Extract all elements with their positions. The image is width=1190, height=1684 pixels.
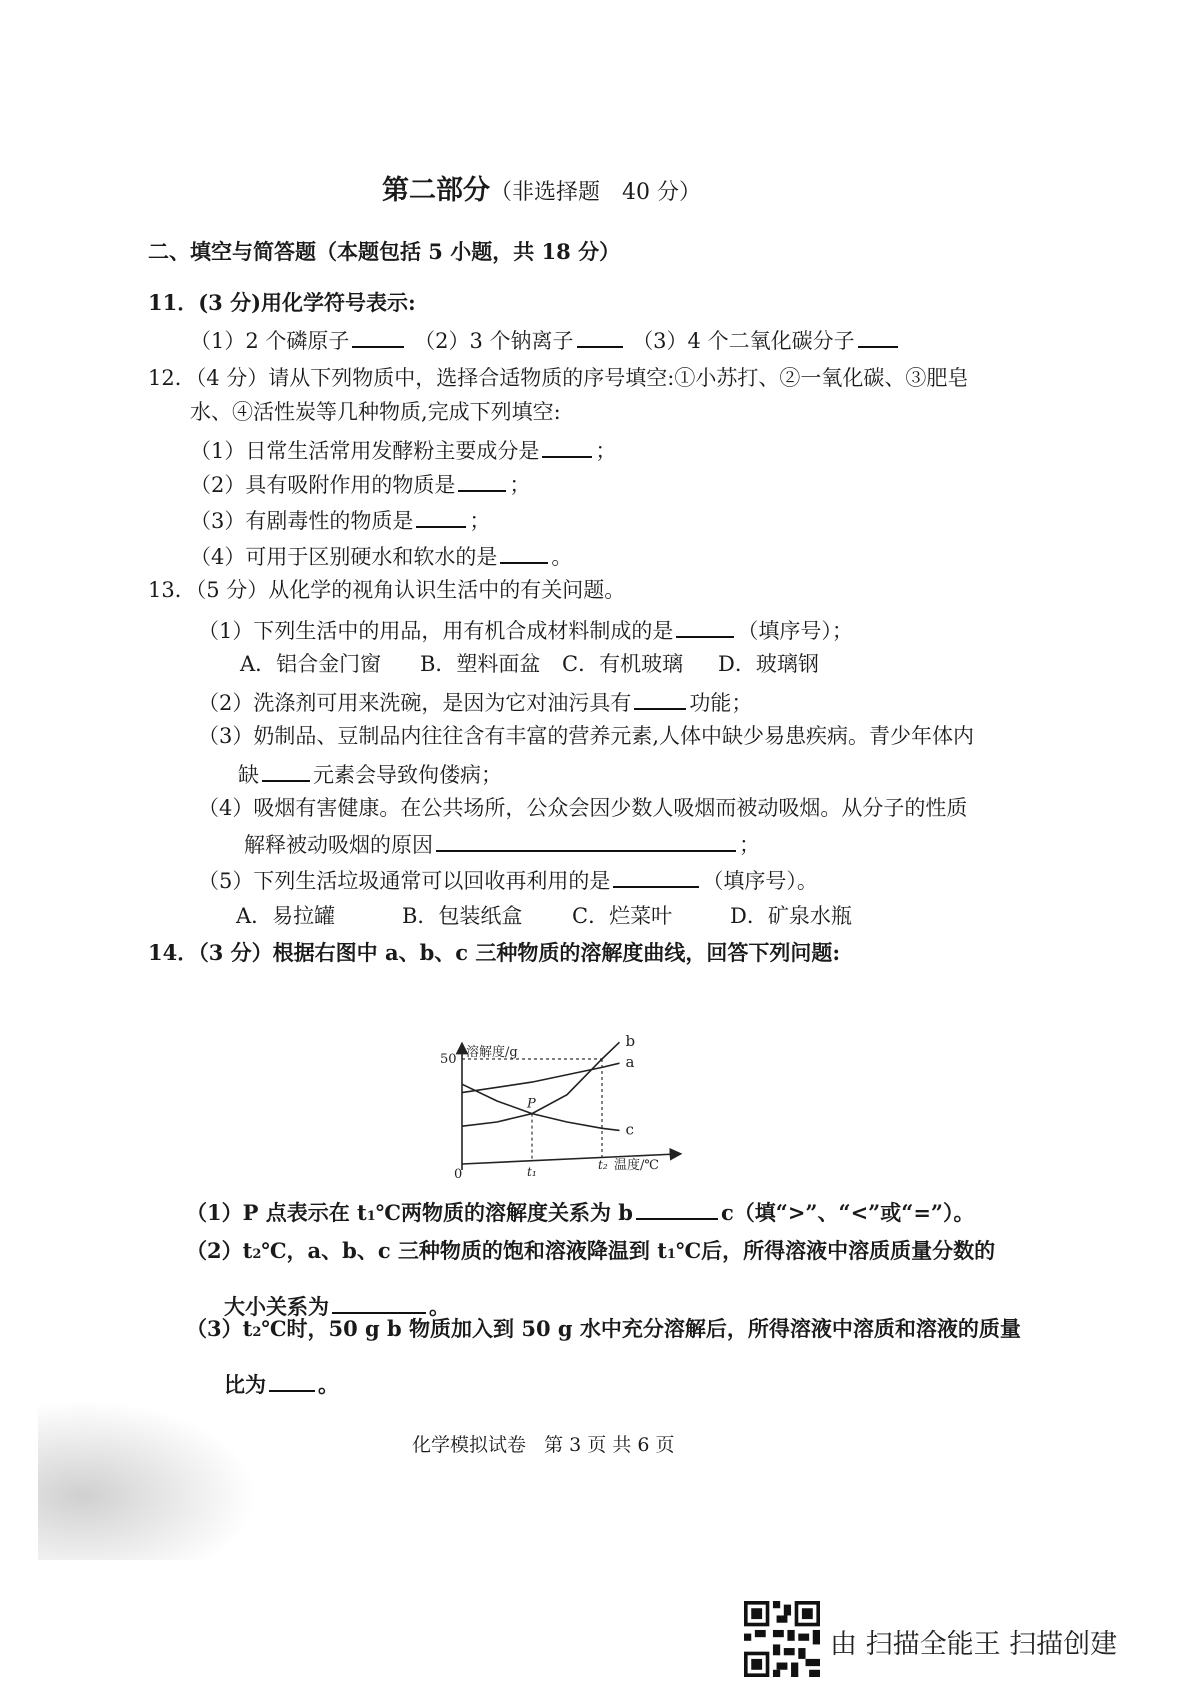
q12-part4	[190, 544, 572, 568]
chart-axes	[462, 1048, 676, 1170]
q14-part2-sub: 2	[252, 1247, 262, 1262]
q13-opt5-b: B．包装纸盒	[402, 904, 523, 928]
series-b-label: b	[625, 1032, 636, 1051]
q14-part1-a: （1）P 点表示在 t	[186, 1200, 367, 1225]
q14-part3c-end: 。	[318, 1372, 339, 1397]
q13-part1	[198, 618, 853, 642]
section-heading: 二、填空与简答题（本题包括 5 小题，共 18 分）	[148, 239, 621, 264]
q11-parts	[190, 328, 901, 352]
q14-part1-b: ℃两物质的溶解度关系为 b	[375, 1200, 633, 1225]
series-c-label: c	[625, 1120, 634, 1139]
scanner-watermark: 由 扫描全能王 扫描创建	[830, 1629, 1118, 1660]
q14-stem: 14．（3 分）根据右图中 a、b、c 三种物质的溶解度曲线，回答下列问题:	[148, 940, 841, 965]
q13-part4b-end: ；	[739, 833, 760, 857]
answer-blank[interactable]	[634, 690, 686, 710]
q13-opt-d: D．玻璃钢	[718, 652, 819, 676]
q12-part3-end: ；	[469, 509, 491, 533]
q13-part1-text: （1）下列生活中的用品，用有机合成材料制成的是	[198, 619, 674, 643]
q12-part3-text: （3）有剧毒性的物质是	[190, 509, 414, 533]
q13-opt-a: A．铝合金门窗	[240, 652, 382, 676]
q13-part1-end: （填序号）；	[737, 619, 853, 643]
q14-part1	[186, 1200, 975, 1223]
q13-part4: （4）吸烟有害健康。在公共场所，公众会因少数人吸烟而被动吸烟。从分子的性质	[198, 796, 968, 820]
answer-blank[interactable]	[577, 328, 623, 348]
answer-blank[interactable]	[458, 472, 506, 492]
point-p-label: P	[527, 1096, 536, 1112]
q12-stem-cont: 水、④活性炭等几种物质,完成下列填空:	[190, 400, 561, 424]
q13-part4b-text: 解释被动吸烟的原因	[244, 833, 433, 857]
q12-part3	[190, 508, 490, 532]
answer-blank[interactable]	[262, 762, 310, 782]
q12-part1-end: ；	[595, 439, 617, 463]
q12-part1-text: （1）日常生活常用发酵粉主要成分是	[190, 439, 540, 463]
q14-part2-b: ℃，a、b、c 三种物质的饱和溶液降温到 t	[261, 1238, 667, 1263]
q11-part2: （2）3 个钠离子	[414, 329, 574, 353]
q14-part3-sub: 2	[252, 1325, 262, 1340]
q13-part2	[198, 690, 752, 714]
q14-part2d-text: 大小关系为	[224, 1294, 329, 1319]
q13-opt5-d: D．矿泉水瓶	[730, 904, 852, 928]
x-axis-label: 温度/℃	[614, 1158, 659, 1173]
q11-stem: 11．(3 分)用化学符号表示:	[148, 290, 416, 315]
answer-blank[interactable]	[332, 1294, 426, 1314]
q14-part3-b: ℃时，50 g b 物质加入到 50 g 水中充分溶解后，所得溶液中溶质和溶液的质量	[261, 1316, 1021, 1341]
answer-blank[interactable]	[542, 438, 592, 458]
answer-blank[interactable]	[613, 868, 699, 888]
q14-part2b	[224, 1294, 450, 1317]
answer-blank[interactable]	[500, 544, 548, 564]
q14-part2-c: ℃后，所得溶液中溶质质量分数的	[675, 1238, 996, 1263]
q14-part2-sub2: 1	[666, 1247, 676, 1262]
q13-part5	[198, 868, 818, 892]
q13-part3: （3）奶制品、豆制品内往往含有丰富的营养元素,人体中缺少易患疾病。青少年体内	[198, 724, 975, 748]
q12-part1	[190, 438, 616, 462]
q13-part5-end: （填序号）。	[702, 869, 818, 893]
q14-part3	[186, 1318, 1021, 1339]
q12-part2-text: （2）具有吸附作用的物质是	[190, 473, 456, 497]
q13-part5-text: （5）下列生活垃圾通常可以回收再利用的是	[198, 869, 611, 893]
q14-part2-a: （2）t	[186, 1238, 253, 1263]
q13-part2-text: （2）洗涤剂可用来洗碗，是因为它对油污具有	[198, 691, 632, 715]
q13-part2-end: 功能；	[689, 691, 753, 715]
q13-part3b-text: 缺	[238, 763, 259, 787]
footer-page: 第 3 页 共 6 页	[544, 1434, 675, 1456]
q14-part2	[186, 1240, 995, 1261]
y-tick-50: 50	[440, 1052, 457, 1067]
q14-part3-a: （3）t	[186, 1316, 253, 1341]
answer-blank[interactable]	[858, 328, 898, 348]
answer-blank[interactable]	[676, 618, 734, 638]
part-title: 第二部分	[382, 175, 490, 206]
q14-part1-c: c（填“>”、“<”或“=”）。	[720, 1200, 975, 1225]
answer-blank[interactable]	[636, 1200, 718, 1220]
part-subtitle: （非选择题 40 分）	[490, 180, 701, 205]
answer-blank[interactable]	[416, 508, 466, 528]
origin-label: 0	[454, 1167, 463, 1182]
q11-part3: （3）4 个二氧化碳分子	[632, 329, 855, 353]
q12-part4-end: 。	[551, 545, 573, 569]
q13-part4b	[244, 832, 760, 856]
answer-blank[interactable]	[436, 832, 736, 852]
x-tick-t1: t₁	[527, 1165, 537, 1179]
q13-opt5-a: A．易拉罐	[236, 904, 336, 928]
qr-code-icon	[744, 1601, 820, 1677]
q14-part3c-text: 比为	[224, 1372, 266, 1397]
answer-blank[interactable]	[352, 328, 404, 348]
q13-opt-c: C．有机玻璃	[562, 652, 684, 676]
y-axis-label: 溶解度/g	[466, 1045, 518, 1060]
q13-part3b	[238, 762, 502, 786]
scan-smudge	[38, 1400, 258, 1560]
part-heading	[382, 168, 701, 207]
q14-part2d-end: 。	[429, 1294, 450, 1319]
q14-part3c	[224, 1372, 339, 1395]
q14-part1-sub: 1	[366, 1209, 376, 1224]
q12-part2	[190, 472, 530, 496]
page-footer	[412, 1430, 675, 1457]
q12-part2-end: ；	[509, 473, 531, 497]
q11-part1: （1）2 个磷原子	[190, 329, 350, 353]
footer-title: 化学模拟试卷	[412, 1434, 527, 1456]
series-a-line	[462, 1063, 620, 1092]
q12-part4-text: （4）可用于区别硬水和软水的是	[190, 545, 498, 569]
series-a-label: a	[625, 1053, 635, 1072]
q13-opt-b: B．塑料面盆	[420, 652, 541, 676]
q12-stem: 12．（4 分）请从下列物质中，选择合适物质的序号填空:①小苏打、②一氧化碳、③肥皂	[148, 366, 969, 390]
q13-part3b-end: 元素会导致佝偻病；	[313, 763, 502, 787]
q13-stem: 13．（5 分）从化学的视角认识生活中的有关问题。	[148, 578, 626, 602]
q13-opt5-c: C．烂菜叶	[572, 904, 673, 928]
x-tick-t2: t₂	[598, 1158, 608, 1172]
answer-blank[interactable]	[269, 1372, 315, 1392]
